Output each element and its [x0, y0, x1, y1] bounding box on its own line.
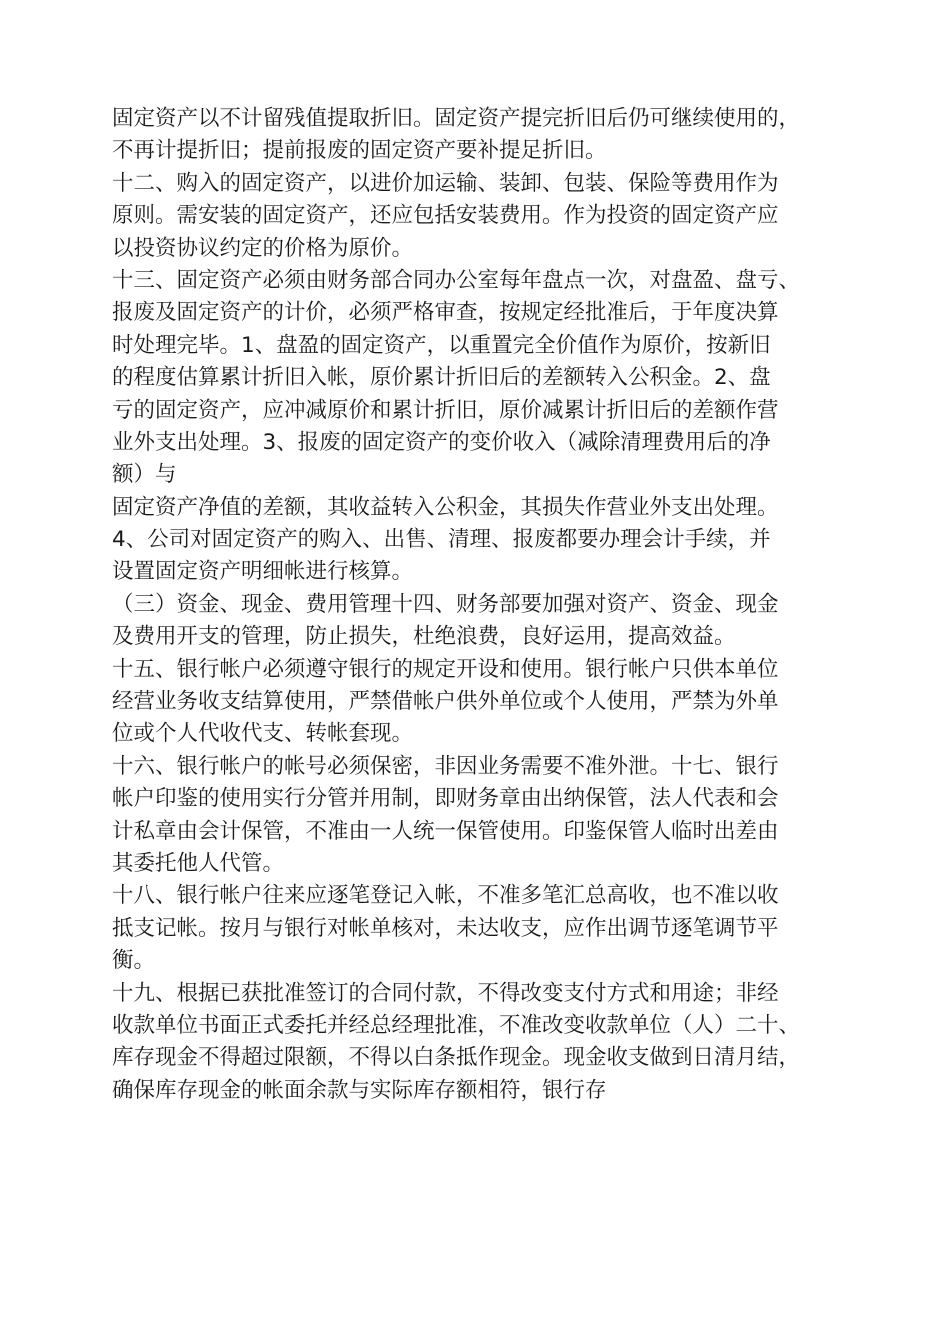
text-line: 收款单位书面正式委托并经总经理批准，不准改变收款单位（人）二十、 — [112, 1012, 801, 1038]
text-line: 原则。需安装的固定资产，还应包括安装费用。作为投资的固定资产应 — [112, 203, 779, 229]
text-line: 经营业务收支结算使用，严禁借帐户供外单位或个人使用，严禁为外单 — [112, 689, 779, 715]
text-line: 业外支出处理。3、报废的固定资产的变价收入（减除清理费用后的净 — [112, 429, 771, 455]
text-line: 报废及固定资产的计价，必须严格审查，按规定经批准后，于年度决算 — [112, 300, 779, 326]
text-line: 亏的固定资产，应冲减原价和累计折旧，原价减累计折旧后的差额作营 — [112, 397, 779, 423]
text-line: 不再计提折旧；提前报废的固定资产要补提足折旧。 — [112, 138, 607, 164]
text-line: 固定资产净值的差额，其收益转入公积金，其损失作营业外支出处理。 — [112, 494, 779, 520]
text-line: 十三、固定资产必须由财务部合同办公室每年盘点一次，对盘盈、盘亏、 — [112, 267, 801, 293]
text-line: 抵支记帐。按月与银行对帐单核对，未达收支，应作出调节逐笔调节平 — [112, 915, 779, 941]
text-line: 帐户印鉴的使用实行分管并用制，即财务章由出纳保管，法人代表和会 — [112, 786, 779, 812]
text-line: 确保库存现金的帐面余款与实际库存额相符，银行存 — [112, 1077, 607, 1103]
text-line: 衡。 — [112, 948, 156, 974]
text-line: 额）与 — [112, 462, 177, 488]
text-line: 以投资协议约定的价格为原价。 — [112, 235, 414, 261]
text-line: 十八、银行帐户往来应逐笔登记入帐，不准多笔汇总高收，也不准以收 — [112, 883, 779, 909]
text-line: 计私章由会计保管，不准由一人统一保管使用。印鉴保管人临时出差由 — [112, 818, 779, 844]
text-line: 设置固定资产明细帐进行核算。 — [112, 559, 414, 585]
text-line: 位或个人代收代支、转帐套现。 — [112, 721, 414, 747]
text-line: 其委托他人代管。 — [112, 850, 285, 876]
text-line: 库存现金不得超过限额，不得以白条抵作现金。现金收支做到日清月结， — [112, 1045, 801, 1071]
document-body — [112, 103, 852, 1107]
text-line: 的程度估算累计折旧入帐，原价累计折旧后的差额转入公积金。2、盘 — [112, 365, 771, 391]
text-line: 及费用开支的管理，防止损失，杜绝浪费，良好运用，提高效益。 — [112, 624, 736, 650]
text-line: 十九、根据已获批准签订的合同付款，不得改变支付方式和用途；非经 — [112, 980, 779, 1006]
text-line: 十五、银行帐户必须遵守银行的规定开设和使用。银行帐户只供本单位 — [112, 656, 779, 682]
text-line: 十六、银行帐户的帐号必须保密，非因业务需要不准外泄。十七、银行 — [112, 753, 779, 779]
text-line: 4、公司对固定资产的购入、出售、清理、报废都要办理会计手续，并 — [112, 527, 771, 553]
text-line: （三）资金、现金、费用管理十四、财务部要加强对资产、资金、现金 — [112, 591, 779, 617]
text-line: 时处理完毕。1、盘盈的固定资产，以重置完全价值作为原价，按新旧 — [112, 332, 771, 358]
text-line: 固定资产以不计留残值提取折旧。固定资产提完折旧后仍可继续使用的， — [112, 106, 801, 131]
text-line: 十二、购入的固定资产，以进价加运输、装卸、包装、保险等费用作为 — [112, 170, 779, 196]
